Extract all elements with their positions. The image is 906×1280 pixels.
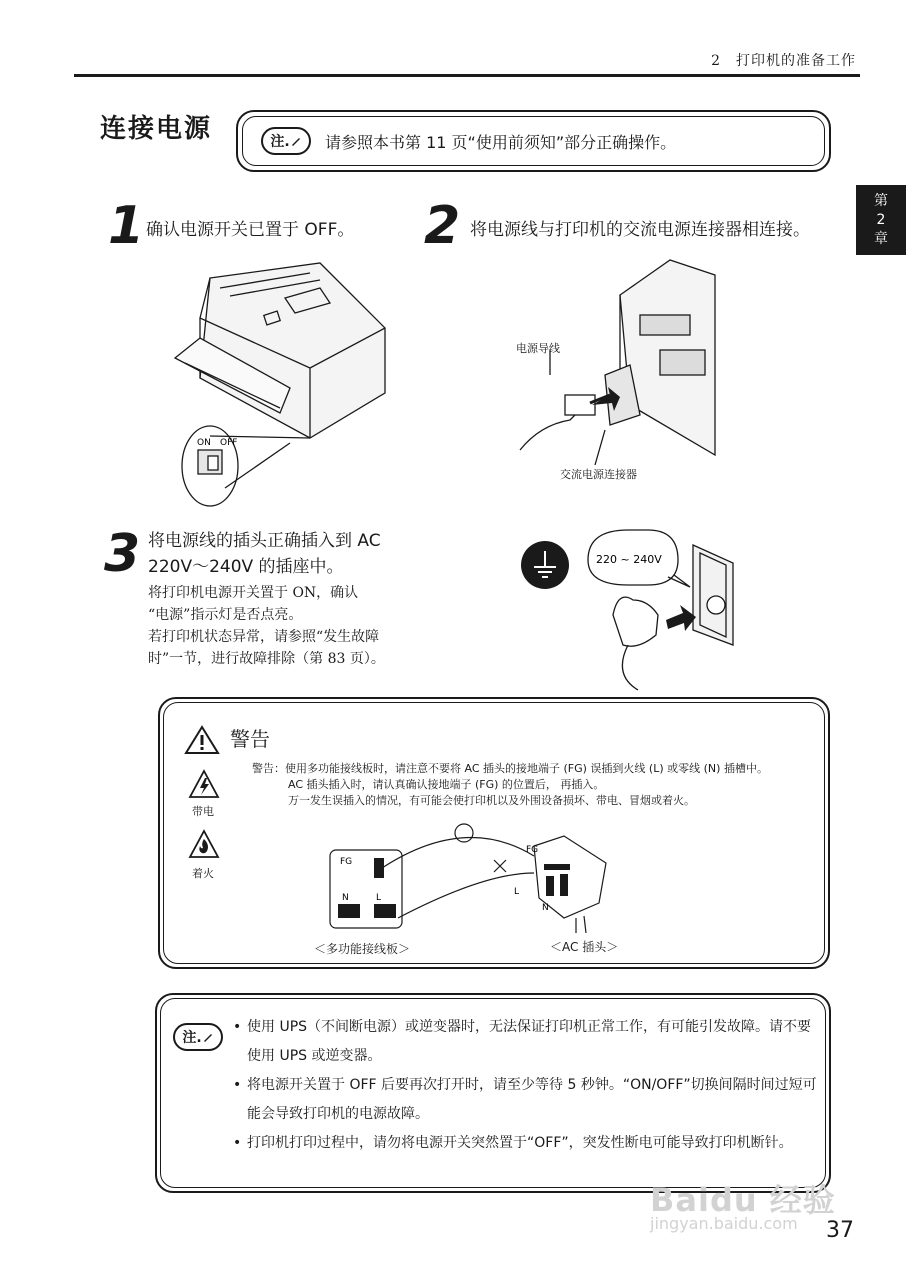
step-2-text: 将电源线与打印机的交流电源连接器相连接。 xyxy=(470,220,810,240)
n-right-label: N xyxy=(542,903,549,913)
step-3-title-line2: 220V～240V 的插座中。 xyxy=(148,557,344,577)
warning-line3: 万一发生误插入的情况，有可能会使打印机以及外围设备损坏、带电、冒烟或着火。 xyxy=(288,794,695,807)
step-2-number: 2 xyxy=(424,196,461,256)
step-3-number: 3 xyxy=(104,524,141,584)
pencil-icon xyxy=(290,135,302,147)
warning-triangle-icon xyxy=(184,725,220,755)
printer-switch-illustration xyxy=(170,258,400,508)
fire-icon xyxy=(188,829,220,859)
notes-box xyxy=(155,993,831,1193)
notes-badge-label: 注. xyxy=(182,1030,202,1046)
note-icon xyxy=(173,1023,223,1051)
voltage-bubble-text: 220 ~ 240V xyxy=(596,553,662,566)
notes-item: • 打印机打印过程中，请勿将电源开关突然置于“OFF”，突发性断电可能导致打印机断针。 xyxy=(233,1129,818,1158)
step-3-body-line2: “电源”指示灯是否点亮。 xyxy=(148,607,303,623)
chapter-tab-line1: 第 xyxy=(874,192,888,209)
power-cord-label: 电源导线 xyxy=(516,342,560,355)
n-left-label: N xyxy=(342,893,349,903)
switch-off-label: OFF xyxy=(220,438,238,448)
step-3-body-line4: 时”一节，进行故障排除（第 83 页）。 xyxy=(148,651,385,667)
wiring-diagram xyxy=(314,818,614,933)
electric-shock-icon xyxy=(188,769,220,799)
outlet-plug-illustration xyxy=(518,525,748,695)
running-header: 2 打印机的准备工作 xyxy=(711,53,856,69)
notes-list xyxy=(233,1013,818,1158)
ac-plug-caption: ＜AC 插头＞ xyxy=(550,940,619,954)
fire-label: 着火 xyxy=(192,867,214,880)
fg-right-label: FG xyxy=(526,845,539,855)
warning-title: 警告 xyxy=(230,727,270,751)
electric-shock-label: 带电 xyxy=(192,805,214,818)
top-note-box xyxy=(236,110,831,172)
note-icon xyxy=(261,127,311,155)
step-3-body-line1: 将打印机电源开关置于 ON，确认 xyxy=(148,585,359,601)
baidu-watermark-url: jingyan.baidu.com xyxy=(650,1214,798,1233)
section-title: 连接电源 xyxy=(100,114,213,144)
step-3-body-line3: 若打印机状态异常，请参照“发生故障 xyxy=(148,629,380,645)
ac-connector-label: 交流电源连接器 xyxy=(560,468,637,481)
top-note-inner xyxy=(242,116,825,166)
baidu-watermark: Baidu 经验 xyxy=(650,1181,836,1219)
step-3-title-line1: 将电源线的插头正确插入到 AC xyxy=(148,531,381,551)
step-3-body xyxy=(148,582,408,670)
step-3-title xyxy=(148,528,408,580)
notes-item: • 使用 UPS（不间断电源）或逆变器时，无法保证打印机正常工作，有可能引发故障。请不要使用 UPS 或逆变器。 xyxy=(233,1013,818,1071)
warning-inner xyxy=(163,702,825,964)
chapter-tab-line2: 2 xyxy=(876,211,886,228)
notes-inner xyxy=(160,998,826,1188)
chapter-tab xyxy=(856,185,906,255)
chapter-tab-line3: 章 xyxy=(874,230,888,247)
warning-line2: AC 插头插入时，请认真确认接地端子 (FG) 的位置后， 再插入。 xyxy=(288,778,605,791)
warning-text xyxy=(252,761,832,809)
warning-line1: 警告：使用多功能接线板时，请注意不要将 AC 插头的接地端子 (FG) 误插到火线 (L) 或零线 (N) 插槽中。 xyxy=(252,762,768,775)
note-badge-label: 注. xyxy=(270,134,290,150)
step-1-number: 1 xyxy=(108,196,145,256)
step-1-text: 确认电源开关已置于 OFF。 xyxy=(146,220,355,240)
ac-connector-illustration xyxy=(510,255,720,485)
pencil-icon xyxy=(202,1031,214,1043)
page-number: 37 xyxy=(826,1218,854,1243)
power-strip-caption: ＜多功能接线板＞ xyxy=(314,942,411,956)
l-left-label: L xyxy=(376,893,382,903)
fg-left-label: FG xyxy=(340,857,353,867)
header-rule xyxy=(74,74,860,77)
switch-on-label: ON xyxy=(197,438,211,448)
l-right-label: L xyxy=(514,887,520,897)
warning-box xyxy=(158,697,830,969)
note-text: 请参照本书第 11 页“使用前须知”部分正确操作。 xyxy=(325,132,677,152)
notes-item: • 将电源开关置于 OFF 后要再次打开时，请至少等待 5 秒钟。“ON/OFF”切换间隔时间过短可能会导致打印机的电源故障。 xyxy=(233,1071,818,1129)
